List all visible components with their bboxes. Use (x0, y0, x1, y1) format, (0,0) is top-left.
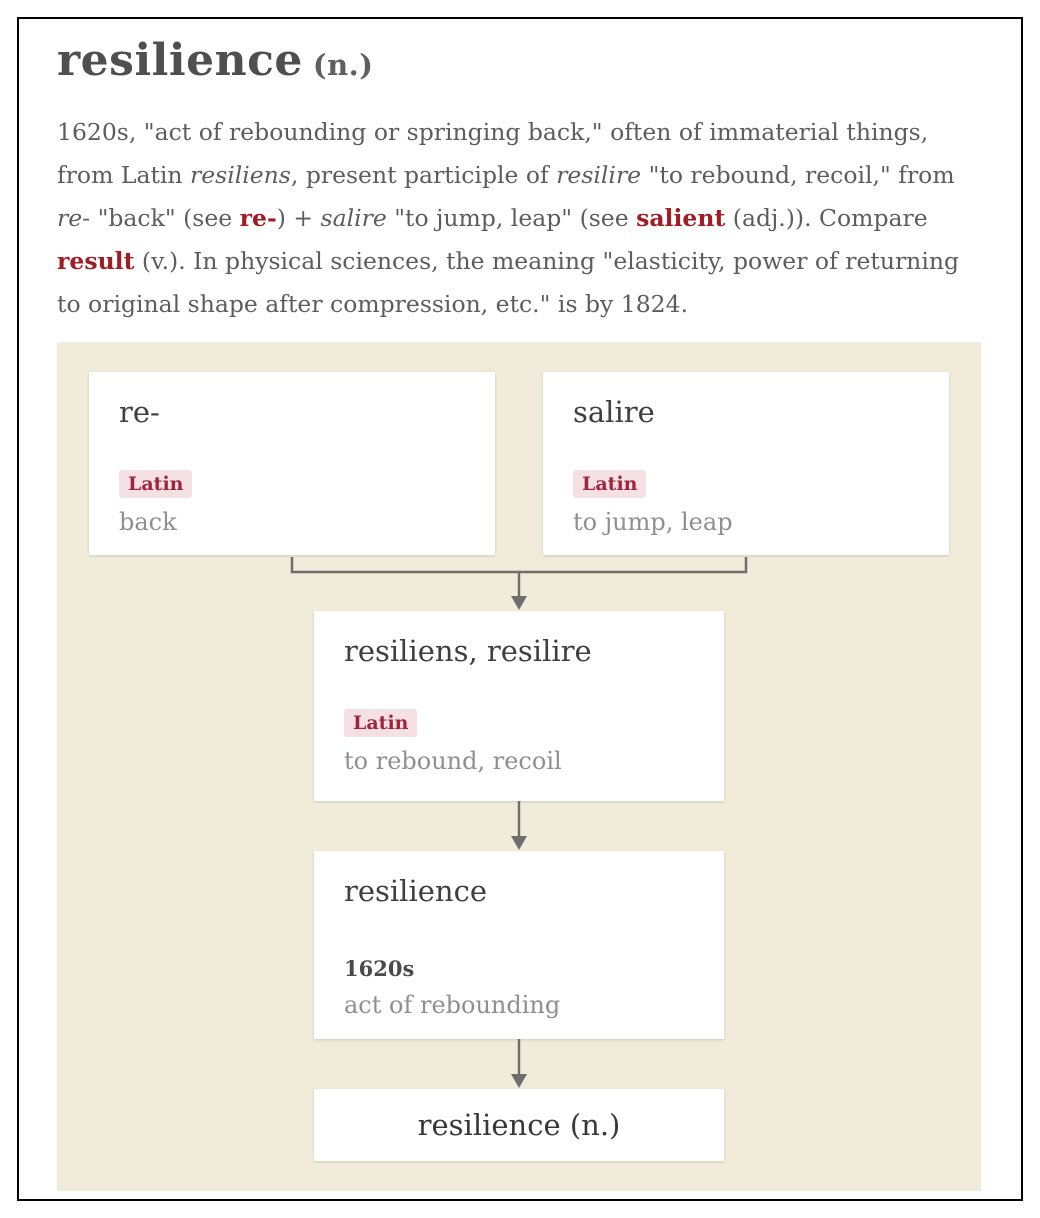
word-node-resilience[interactable] (314, 851, 724, 1039)
spacer (344, 908, 694, 953)
word-node-resiliens-resilire[interactable] (314, 611, 724, 801)
merge-connector (89, 555, 949, 611)
definition-text: "back" (see (90, 204, 240, 232)
etymology-link[interactable]: salient (636, 204, 726, 232)
node-title: resilience (344, 874, 487, 908)
headword: resilience (57, 35, 303, 86)
definition-text: "to rebound, recoil," from (641, 161, 955, 189)
page-title (57, 37, 983, 89)
word-node-salire[interactable] (543, 372, 949, 555)
page-frame (17, 17, 1023, 1201)
language-badge: Latin (573, 470, 646, 498)
down-connector (89, 801, 949, 851)
down-arrow-icon (507, 801, 531, 851)
etymology-diagram (57, 342, 981, 1191)
italic-term: resilire (556, 161, 642, 189)
language-badge: Latin (344, 709, 417, 737)
definition-text: (adj.)). Compare (725, 204, 928, 232)
word-node-final (314, 1089, 724, 1161)
node-gloss: act of rebounding (344, 991, 561, 1019)
definition-text: 1620s, "act of rebounding or springing back," often of immaterial things, from Latin (57, 118, 929, 189)
definition-text: ) + (276, 204, 321, 232)
italic-term: resiliens (190, 161, 291, 189)
node-title: salire (573, 395, 655, 429)
spacer (344, 668, 694, 709)
node-title: resiliens, resilire (344, 634, 592, 668)
node-date: 1620s (344, 956, 415, 981)
etymology-link[interactable]: re- (239, 204, 277, 232)
etymology-link[interactable]: result (57, 247, 135, 275)
node-gloss: to rebound, recoil (344, 747, 562, 775)
spacer (119, 429, 465, 470)
spacer (573, 429, 919, 470)
word-node-re[interactable] (89, 372, 495, 555)
node-title: resilience (n.) (417, 1108, 621, 1142)
definition-paragraph (57, 111, 987, 326)
down-connector (89, 1039, 949, 1089)
node-gloss: back (119, 508, 177, 536)
definition-text: (v.). In physical sciences, the meaning "elasticity, power of returning to original shape after compression, etc." is by 1824. (57, 247, 960, 318)
definition-text: , present participle of (290, 161, 557, 189)
diagram-root-row (89, 372, 949, 555)
italic-term: re- (57, 204, 91, 232)
node-gloss: to jump, leap (573, 508, 733, 536)
part-of-speech: (n.) (312, 48, 374, 82)
definition-text: "to jump, leap" (see (386, 204, 637, 232)
language-badge: Latin (119, 470, 192, 498)
merge-connector-arrow (89, 555, 949, 611)
node-title: re- (119, 395, 160, 429)
italic-term: salire (320, 204, 387, 232)
down-arrow-icon (507, 1039, 531, 1089)
